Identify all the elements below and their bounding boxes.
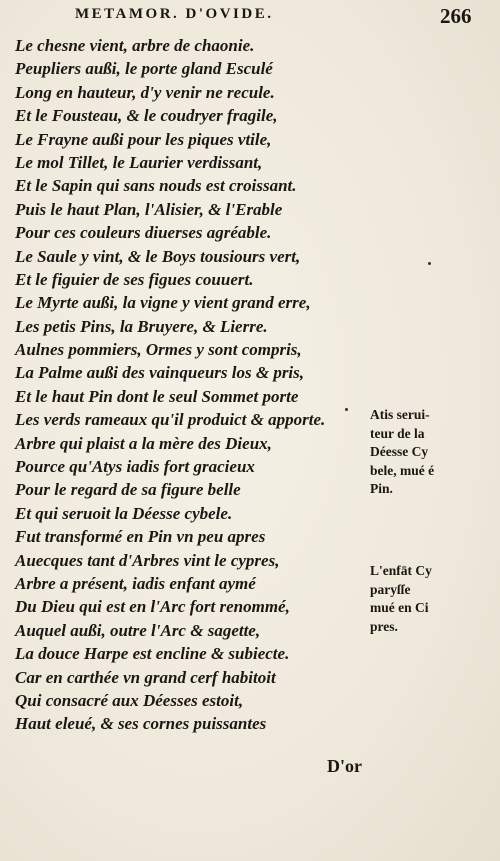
verse-line: Auecques tant d'Arbres vint le cypres,	[15, 550, 280, 570]
verse-line: Et le Fousteau, & le coudryer fragile,	[15, 106, 278, 126]
verse-line: La Palme außi des vainqueurs los & pris,	[15, 363, 305, 383]
verse-line: Long en hauteur, d'y venir ne recule.	[15, 82, 275, 102]
note-line: teur de la	[370, 425, 425, 441]
verse-line: Haut eleué, & ses cornes puissantes	[15, 714, 267, 734]
ink-speck	[428, 262, 431, 265]
verse-line: Auquel außi, outre l'Arc & sagette,	[15, 620, 261, 640]
running-title: METAMOR. D'OVIDE.	[75, 6, 274, 22]
verse-line: Fut transformé en Pin vn peu apres	[15, 527, 266, 547]
verse-line: Et qui seruoit la Déesse cybele.	[15, 503, 233, 523]
page-number: 266	[440, 4, 472, 28]
margin-note-atys	[370, 406, 482, 499]
note-line: bele, mué é	[370, 462, 435, 478]
note-line: Atis serui-	[370, 407, 430, 422]
verse-line: Qui consacré aux Déesses estoit,	[15, 690, 244, 710]
verse-line: Les petis Pins, la Bruyere, & Lierre.	[15, 316, 268, 336]
verse-line: Arbre qui plaist a la mère des Dieux,	[15, 433, 272, 453]
verse-line: Le mol Tillet, le Laurier verdissant,	[15, 152, 263, 172]
verse-line: Pour le regard de sa figure belle	[15, 480, 241, 500]
note-line: L'enfāt Cy	[370, 563, 432, 578]
verse-line: Et le haut Pin dont le seul Sommet porte	[15, 386, 299, 406]
verse-line: Pour ces couleurs diuerses agréable.	[15, 223, 272, 243]
verse-line: Peupliers außi, le porte gland Esculé	[15, 59, 273, 79]
note-line: Déesse Cy	[370, 444, 429, 459]
ink-speck	[345, 408, 348, 411]
verse-line: Pource qu'Atys iadis fort gracieux	[15, 457, 255, 477]
verse-line: Aulnes pommiers, Ormes y sont compris,	[15, 340, 302, 360]
note-line: mué en Ci	[370, 600, 429, 615]
verse-line: Le chesne vient, arbre de chaonie.	[15, 36, 255, 55]
verse-line: Les verds rameaux qu'il produict & apporte.	[15, 410, 326, 430]
verse-line: Et le Sapin qui sans nouds est croissant.	[15, 176, 297, 196]
verse-line: Le Frayne außi pour les piques vtile,	[15, 129, 272, 149]
note-line: Pin.	[370, 481, 393, 496]
margin-note-cyparysse	[370, 562, 482, 636]
verse-line: Car en carthée vn grand cerf habitoit	[15, 667, 276, 687]
verse-list	[15, 34, 355, 736]
verse-line: Du Dieu qui est en l'Arc fort renommé,	[15, 597, 290, 617]
verse-line: Puis le haut Plan, l'Alisier, & l'Erable	[15, 199, 283, 219]
catchword: D'or	[327, 756, 362, 776]
note-line: pres.	[370, 618, 398, 634]
note-line: paryſſe	[370, 581, 411, 597]
verse-line: Et le figuier de ses figues couuert.	[15, 269, 254, 289]
verse-line: La douce Harpe est encline & subiecte.	[15, 644, 290, 664]
verse-line: Arbre a présent, iadis enfant aymé	[15, 573, 256, 593]
verse-line: Le Saule y vint, & le Boys tousiours vert,	[15, 246, 301, 266]
verse-line: Le Myrte außi, la vigne y vient grand erre,	[15, 293, 311, 313]
